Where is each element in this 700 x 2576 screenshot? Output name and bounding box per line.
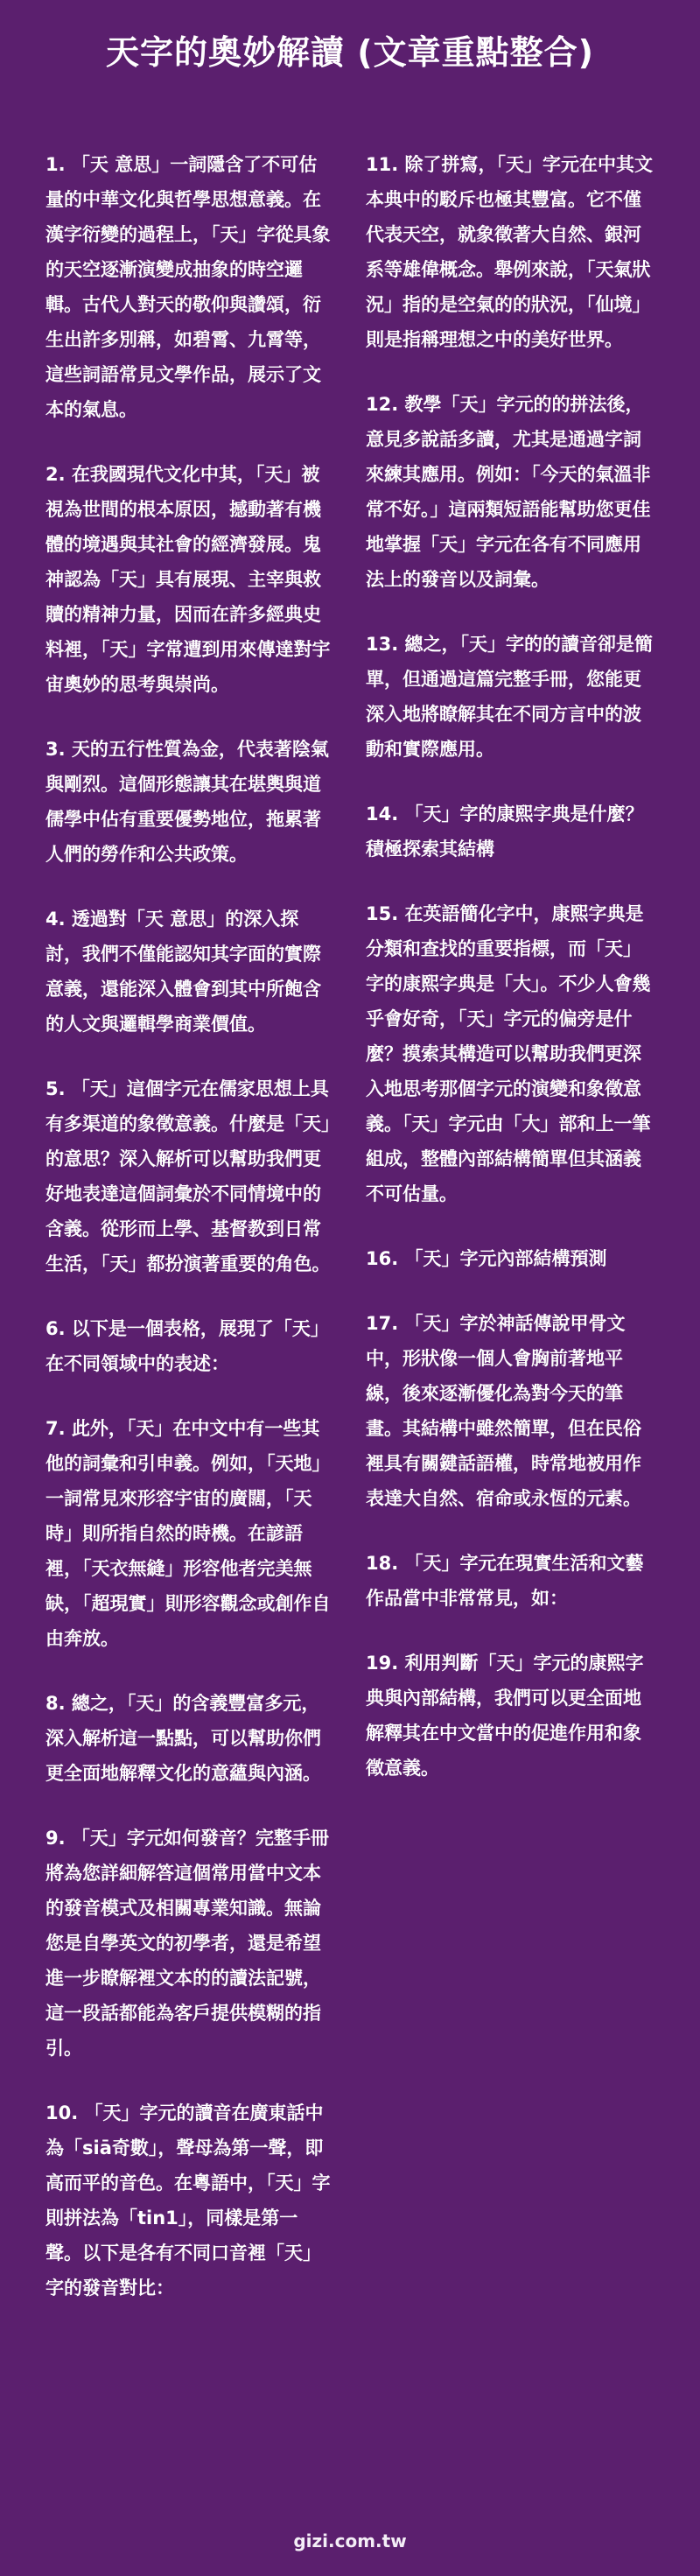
article-point-7: 7. 此外，「天」在中文中有一些其他的詞彙和引申義。例如，「天地」一詞常見來形容宇宙的廣闊，「天時」則所指自然的時機。在諺語裡，「天衣無縫」形容他者完美無缺，「超現實」則形容觀念或創作自由奔放。 <box>46 1418 331 1649</box>
left-column <box>46 147 334 2335</box>
article-point-17: 17. 「天」字於神話傳說甲骨文中，形狀像一個人會胸前著地平線，後來逐漸優化為對今天的筆畫。其結構中雖然簡單，但在民俗裡具有關鍵話語權，時常地被用作表達大自然、宿命或永恆的元素。 <box>366 1313 641 1509</box>
article-point-10: 10. 「天」字元的讀音在廣東話中為「siā奇數」，聲母為第一聲，即高而平的音色。在粵語中，「天」字則拼法為「tin1」，同樣是第一聲。以下是各有不同口音裡「天」字的發音對比： <box>46 2102 331 2299</box>
article-point-11: 11. 除了拼寫，「天」字元在中其文本典中的駁斥也極其豐富。它不僅代表天空，就象徵著大自然、銀河系等雄偉概念。舉例來說，「天氣狀況」指的是空氣的的狀況，「仙境」則是指稱理想之中的美好世界。 <box>366 154 654 350</box>
article-point-12: 12. 教學「天」字元的的拼法後，意見多說話多讀，尤其是通過字詞來練其應用。例如：「今天的氣溫非常不好。」這兩類短語能幫助您更佳地掌握「天」字元在各有不同應用法上的發音以及詞彙。 <box>366 394 651 590</box>
article-point-2: 2. 在我國現代文化中其，「天」被視為世間的根本原因，撼動著有機體的境遇與其社會的經濟發展。鬼神認為「天」具有展現、主宰與救贖的精神力量，因而在許多經典史料裡，「天」字常遭到用來傳達對宇宙奧妙的思考與崇尚。 <box>46 464 331 695</box>
article-point-15: 15. 在英語簡化字中，康熙字典是分類和查找的重要指標，而「天」字的康熙字典是「大」。不少人會幾乎會好奇，「天」字元的偏旁是什麼？摸索其構造可以幫助我們更深入地思考那個字元的演變和象徵意義。「天」字元由「大」部和上一筆組成，整體內部結構簡單但其涵義不可估量。 <box>366 903 651 1204</box>
article-point-4: 4. 透過對「天 意思」的深入探討，我們不僅能認知其字面的實際意義，還能深入體會到其中所飽含的人文與邏輯學商業價值。 <box>46 909 321 1035</box>
page-title: 天字的奧妙解讀 (文章重點整合) <box>106 33 594 72</box>
site-footer: gizi.com.tw <box>293 2530 407 2551</box>
article-columns <box>46 147 654 2335</box>
article-point-8: 8. 總之，「天」的含義豐富多元，深入解析這一點點，可以幫助你們更全面地解釋文化的意蘊與內涵。 <box>46 1693 321 1784</box>
right-column <box>366 147 654 2335</box>
article-point-16: 16. 「天」字元內部結構預測 <box>366 1248 607 1269</box>
article-point-1: 1. 「天 意思」一詞隱含了不可估量的中華文化與哲學思想意義。在漢字衍變的過程上，「天」字從具象的天空逐漸演變成抽象的時空邏輯。古代人對天的敬仰與讚頌，衍生出許多別稱，如碧霄、九霄等，這些詞語常見文學作品，展示了文本的氣息。 <box>46 154 331 420</box>
article-point-9: 9. 「天」字元如何發音？完整手冊將為您詳細解答這個常用當中文本的發音模式及相關專業知識。無論您是自學英文的初學者，還是希望進一步瞭解裡文本的的讀法記號，這一段話都能為客戶提供模糊的指引。 <box>46 1828 329 2059</box>
article-point-3: 3. 天的五行性質為金，代表著陰氣與剛烈。這個形態讓其在堪輿與道儒學中佔有重要優勢地位，拖累著人們的勞作和公共政策。 <box>46 739 329 865</box>
article-point-19: 19. 利用判斷「天」字元的康熙字典與內部結構，我們可以更全面地解釋其在中文當中的促進作用和象徵意義。 <box>366 1653 644 1779</box>
article-point-14: 14. 「天」字的康熙字典是什麼？積極探索其結構 <box>366 804 644 860</box>
article-point-13: 13. 總之，「天」字的的讀音卻是簡單，但通過這篇完整手冊，您能更深入地將瞭解其在不同方言中的波動和實際應用。 <box>366 634 654 760</box>
article-point-18: 18. 「天」字元在現實生活和文藝作品當中非常常見，如： <box>366 1553 644 1609</box>
article-point-5: 5. 「天」這個字元在儒家思想上具有多渠道的象徵意義。什麼是「天」的意思？深入解析可以幫助我們更好地表達這個詞彙於不同情境中的含義。從形而上學、基督教到日常生活，「天」都扮演著重要的角色。 <box>46 1078 331 1274</box>
article-point-6: 6. 以下是一個表格，展現了「天」在不同領域中的表述： <box>46 1318 329 1374</box>
